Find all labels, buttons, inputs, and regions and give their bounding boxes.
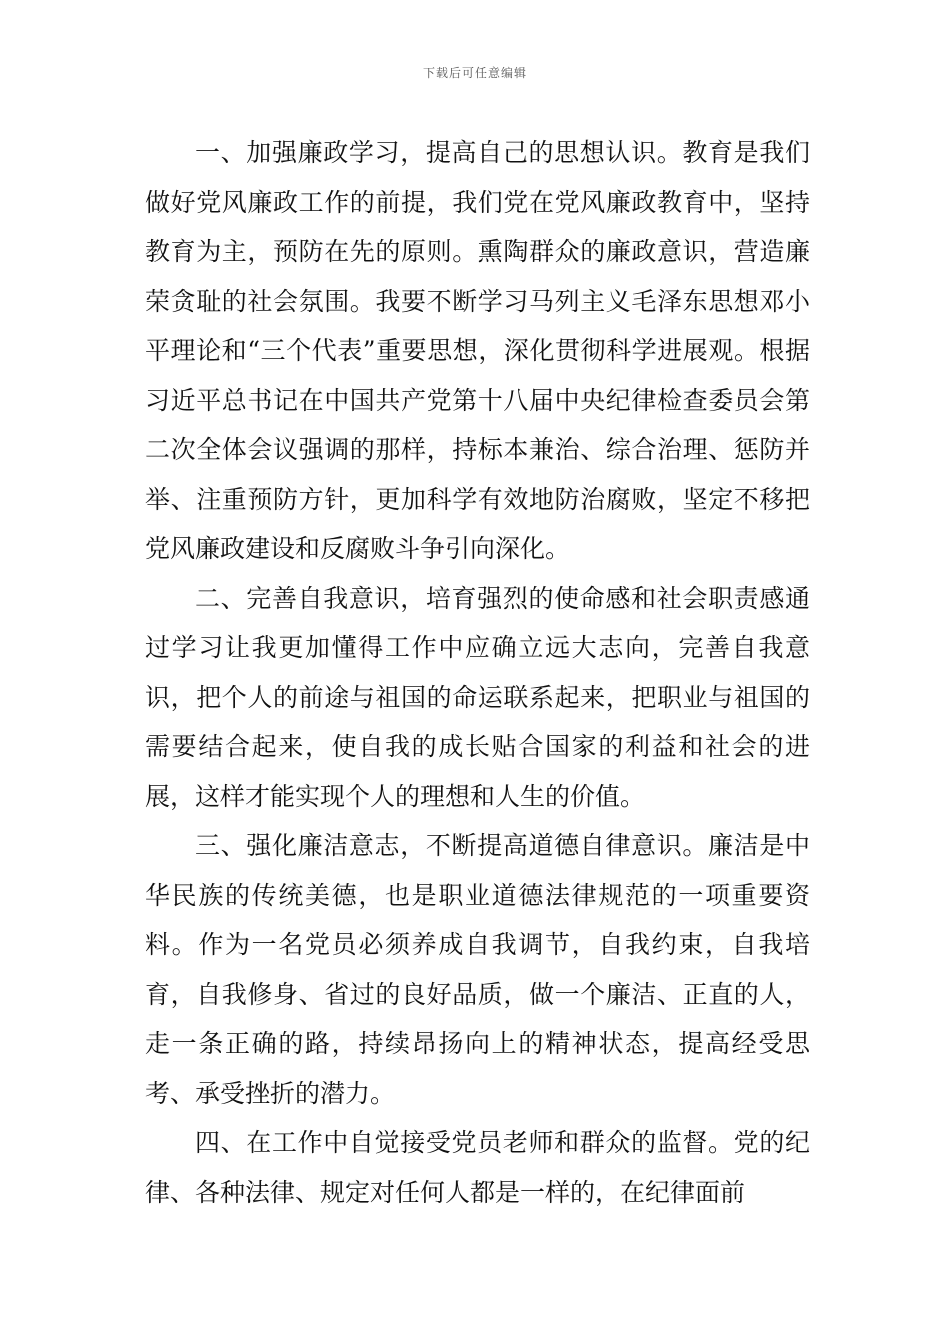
paragraph-4: 四、在工作中自觉接受党员老师和群众的监督。党的纪律、各种法律、规定对任何人都是一样的，在纪律面前 [145,1128,810,1207]
paragraph-1: 一、加强廉政学习，提高自己的思想认识。教育是我们做好党风廉政工作的前提，我们党在党风廉政教育中，坚持教育为主，预防在先的原则。熏陶群众的廉政意识，营造廉荣贪耻的社会氛围。我要不断学习马列主义毛泽东思想邓小平理论和“三个代表”重要思想，深化贯彻科学进展观。根据习近平总书记在中国共产党第十八届中央纪律检查委员会第二次全体会议强调的那样，持标本兼治、综合治理、惩防并举、注重预防方针，更加科学有效地防治腐败，坚定不移把党风廉政建设和反腐败斗争引向深化。 [145,138,810,563]
document-body [145,128,810,1217]
paragraph-2: 二、完善自我意识，培育强烈的使命感和社会职责感通过学习让我更加懂得工作中应确立远大志向，完善自我意识，把个人的前途与祖国的命运联系起来，把职业与祖国的需要结合起来，使自我的成长贴合国家的利益和社会的进展，这样才能实现个人的理想和人生的价值。 [145,583,810,811]
header-note: 下载后可任意编辑 [422,66,527,80]
paragraph-3: 三、强化廉洁意志，不断提高道德自律意识。廉洁是中华民族的传统美德，也是职业道德法律规范的一项重要资料。作为一名党员必须养成自我调节，自我约束，自我培育，自我修身、省过的良好品质，做一个廉洁、正直的人，走一条正确的路，持续昂扬向上的精神状态，提高经受思考、承受挫折的潜力。 [145,831,810,1108]
